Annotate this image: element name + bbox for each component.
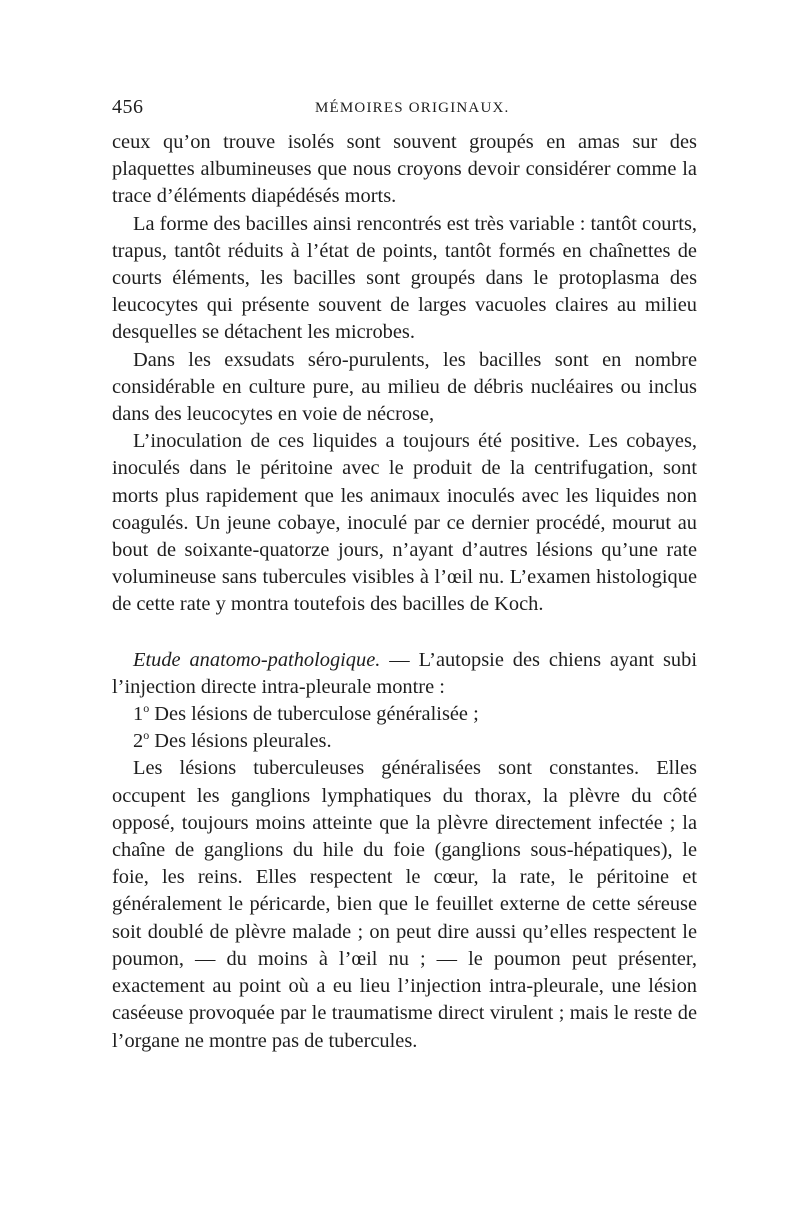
paragraph-inoculation: L’inoculation de ces liquides a toujours été positive. Les cobayes, inoculés dans le péritoine avec le produit de la centrifugation, sont morts plus rapidement que les animaux inoculés avec les liquides non coagulés. Un jeune cobaye, inoculé par ce dernier procédé, mourut au bout de soixante-quatorze jours, n’ayant d’autres lésions qu’une rate volumineuse sans tubercules visibles à l’œil nu. L’examen histologique de cette rate y montra toutefois des bacilles de Koch.	[112, 430, 697, 616]
list-item	[112, 728, 697, 755]
page-number: 456	[112, 96, 144, 118]
running-head: MÉMOIRES ORIGINAUX.	[315, 100, 510, 116]
section-title: Etude anatomo-pathologique.	[133, 648, 381, 671]
list-number: 1	[133, 703, 144, 726]
ordinal-mark: o	[143, 701, 150, 716]
page-body	[112, 129, 697, 1055]
paragraph-exudates: Dans les exsudats séro-purulents, les bacilles sont en nombre considérable en culture pure, au milieu de débris nucléaires ou inclus dans des leucocytes en voie de nécrose,	[112, 348, 697, 426]
autopsy-intro: — L’autopsie des chiens ayant subi l’injection directe intra-pleurale montre :	[112, 648, 697, 698]
list-item	[112, 701, 697, 728]
paragraph-autopsy	[112, 647, 697, 701]
paragraph-generalized-lesions: Les lésions tuberculeuses généralisées sont constantes. Elles occupent les ganglions lymphatiques du thorax, la plèvre du côté opposé, toujours moins atteinte que la plèvre directement infectée ; la chaîne de ganglions du hile du foie (ganglions sous-hépatiques), le foie, les reins. Elles respectent le cœur, la rate, le péritoine et généralement le péricarde, bien que le feuillet externe de cette séreuse soit doublé de plèvre malade ; on peut dire aussi qu’elles respectent le poumon, — du moins à l’œil nu ; — le poumon peut présenter, exactement au point où a eu lieu l’injection intra-pleurale, une lésion caséeuse provoquée par le traumatisme direct virulent ; mais le reste de l’organe ne montre pas de tubercules.	[112, 757, 697, 1052]
paragraph-bacilli-form: La forme des bacilles ainsi rencontrés est très variable : tantôt courts, trapus, tantôt réduits à l’état de points, tantôt formés en chaînettes de courts éléments, les bacilles sont groupés dans le protoplasma des leucocytes qui présente souvent de larges vacuoles claires au milieu desquelles se détachent les microbes.	[112, 212, 697, 344]
paragraph-continued: ceux qu’on trouve isolés sont souvent groupés en amas sur des plaquettes albumineuses que nous croyons devoir considérer comme la trace d’éléments diapédésés morts.	[112, 131, 697, 208]
ordinal-mark: o	[143, 728, 150, 743]
list-text: Des lésions pleurales.	[149, 730, 332, 753]
list-number: 2	[133, 730, 144, 753]
list-text: Des lésions de tuberculose généralisée ;	[149, 703, 479, 726]
section-gap	[112, 619, 697, 647]
page-header	[112, 96, 697, 126]
